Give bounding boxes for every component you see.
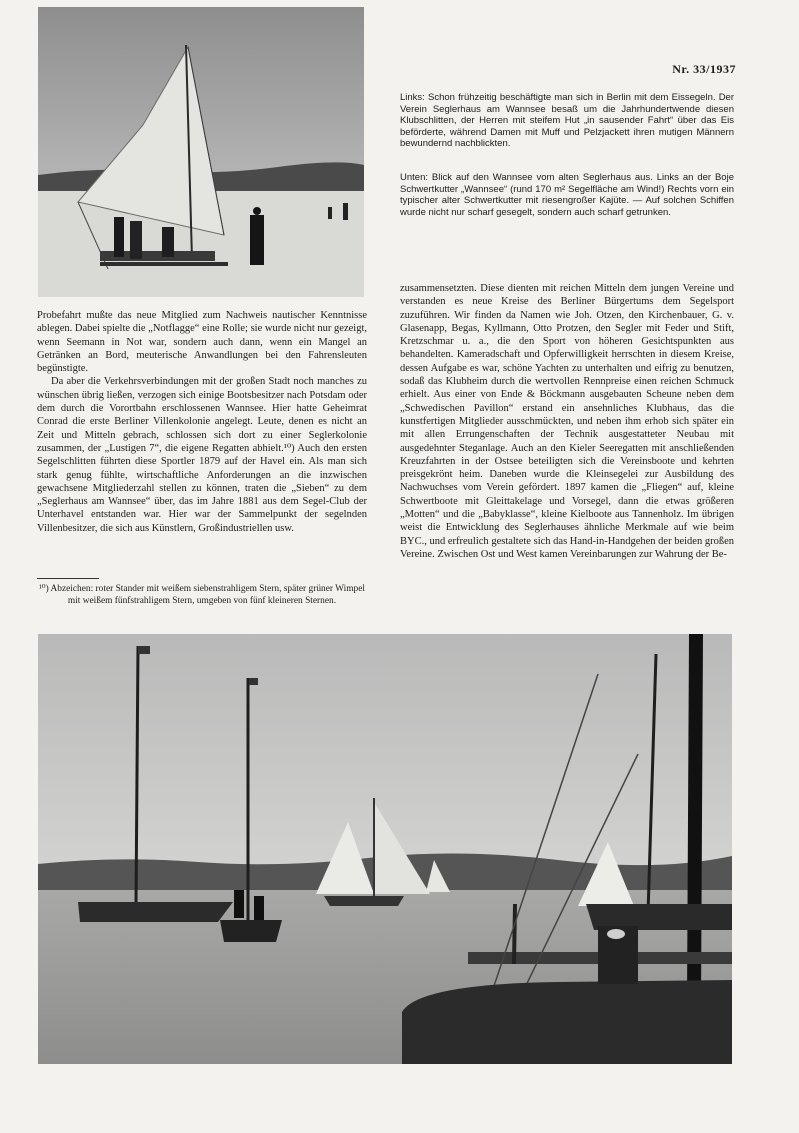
caption-bottom-photo: Unten: Blick auf den Wannsee vom alten Seglerhaus aus. Links an der Boje Schwertkutter „Wannsee“ (rund 170 m² Segelfläche am Wind!) Rechts vorn ein typischer alter Schwertkutter mit riesengroßer Kajüte. — Auf solchen Schiffen wurde nicht nur scharf gesegelt, sondern auch scharf getrunken. [400,172,734,218]
left-text-column [37,309,367,535]
footnote-divider [37,578,99,579]
footnote: ¹⁰) Abzeichen: roter Stander mit weißem siebenstrahligem Stern, später grüner Wimpel mit weißem fünfstrahligem Stern, umgeben von fünf kleineren Sternen. [39,584,365,606]
wannsee-boats-photo [38,634,732,1064]
right-text-column: zusammensetzten. Diese dienten mit reichen Mitteln dem jungen Vereine und verstanden es neue Kreise des Berliner Bürgertums dem Segelsport zuzuführen. Wir finden da Namen wie Joh. Otzen, den Kirchenbauer, G. v. Glasenapp, Begas, Kyllmann, Otto Protzen, den Segler mit Feder und Stift, Kretzschmar u. a., die den Sport von höheren Gesichtspunkten aus behandelten. Kameradschaft und Opferwilligkeit herrschten in diesem Kreise, dessen Aufgabe es war, schöne Yachten zu unterhalten und eifrig zu benutzen, sodaß das Klubheim durch die wertvollen Rennpreise einen reichen Schmuck erhielt. Aus einer von Ende & Böckmann ausgebauten Scheune neben dem „Schwedischen Pavillon“ erstand ein ansehnliches Klubhaus, das die kunstfertigen Mitglieder ausschmückten, und neben ihm erhob sich später ein mit allen Errungenschaften der Technik ausgestatteter Neubau mit ausgedehnter Steganlage. Auch an den Kieler Seeregatten mit anschließenden Kreuzfahrten in der Ostsee beteiligten sich die Vereinsboote und kehrten preisgekrönt heim. Daneben wurde die Kleinsegelei zur Ausbildung des Nachwuchses vom Verein gefördert. 1897 kamen die „Fliegen“ auf, kleine Schwertboote mit Gleittakelage und Vorsegel, dann die etwas größeren „Motten“ und die „Babyklasse“, kleine Kielboote aus Tannenholz. Im übrigen weist die Entwicklung des Seglerhauses ähnliche Merkmale auf wie beim BYC., und erfreulich gestaltete sich das Hand-in-Handgehen der beiden großen Vereine. Zwischen Ost und West kamen Vereinbarungen zur Wahrung der Be- [400,283,734,560]
paragraph: Da aber die Verkehrsverbindungen mit der großen Stadt noch manches zu wünschen übrig ließen, verzogen sich einige Bootsbesitzer nach Potsdam oder dem durch die Vorortbahn erschlossenen Wannsee. Hier hatte Geheimrat Conrad die erste Berliner Villenkolonie angelegt. Leute, denen es nicht an Zeit und Mitteln gebrach, schlossen sich dort zu einer Seglerkolonie zusammen, der „Lustigen 7“, die eigene Regatten abhielt.¹⁰) Auch den ersten Segelschlitten führten diese Sportler 1879 auf der Havel ein. Als man sich stark genug fühlte, wirtschaftliche Anforderungen an die inzwischen gewachsene Mitgliederzahl stellen zu können, traten die „Sieben“ zu dem „Seglerhaus am Wannsee“ über, das im Jahre 1881 aus dem Segel-Club der Unterhavel entstanden war. Hier war der Sammelpunkt der segelnden Villenbesitzer, die sich aus Künstlern, Großindustriellen usw. [37,376,367,534]
caption-top-photo: Links: Schon frühzeitig beschäftigte man sich in Berlin mit dem Eissegeln. Der Verein Seglerhaus am Wannsee besaß um die Jahrhundertwende diesen Klubschlitten, der Herren mit steifem Hut „in sausender Fahrt“ über das Eis beförderte, während Damen mit Muff und Pelzjackett ihren mutigen Männern bewundernd nachblickten. [400,92,734,149]
issue-number: Nr. 33/1937 [672,62,736,76]
paragraph: Probefahrt mußte das neue Mitglied zum Nachweis nautischer Kenntnisse ablegen. Dabei spielte die „Notflagge“ eine Rolle; sie wurde nicht nur gezeigt, wenn Seemann in Not war, sondern auch dann, wenn ein Mangel an Getränken an Bord, meuterische Anwandlungen bei den Fahrensleuten begünstigte. [37,310,367,375]
ice-yacht-photo [38,7,364,297]
